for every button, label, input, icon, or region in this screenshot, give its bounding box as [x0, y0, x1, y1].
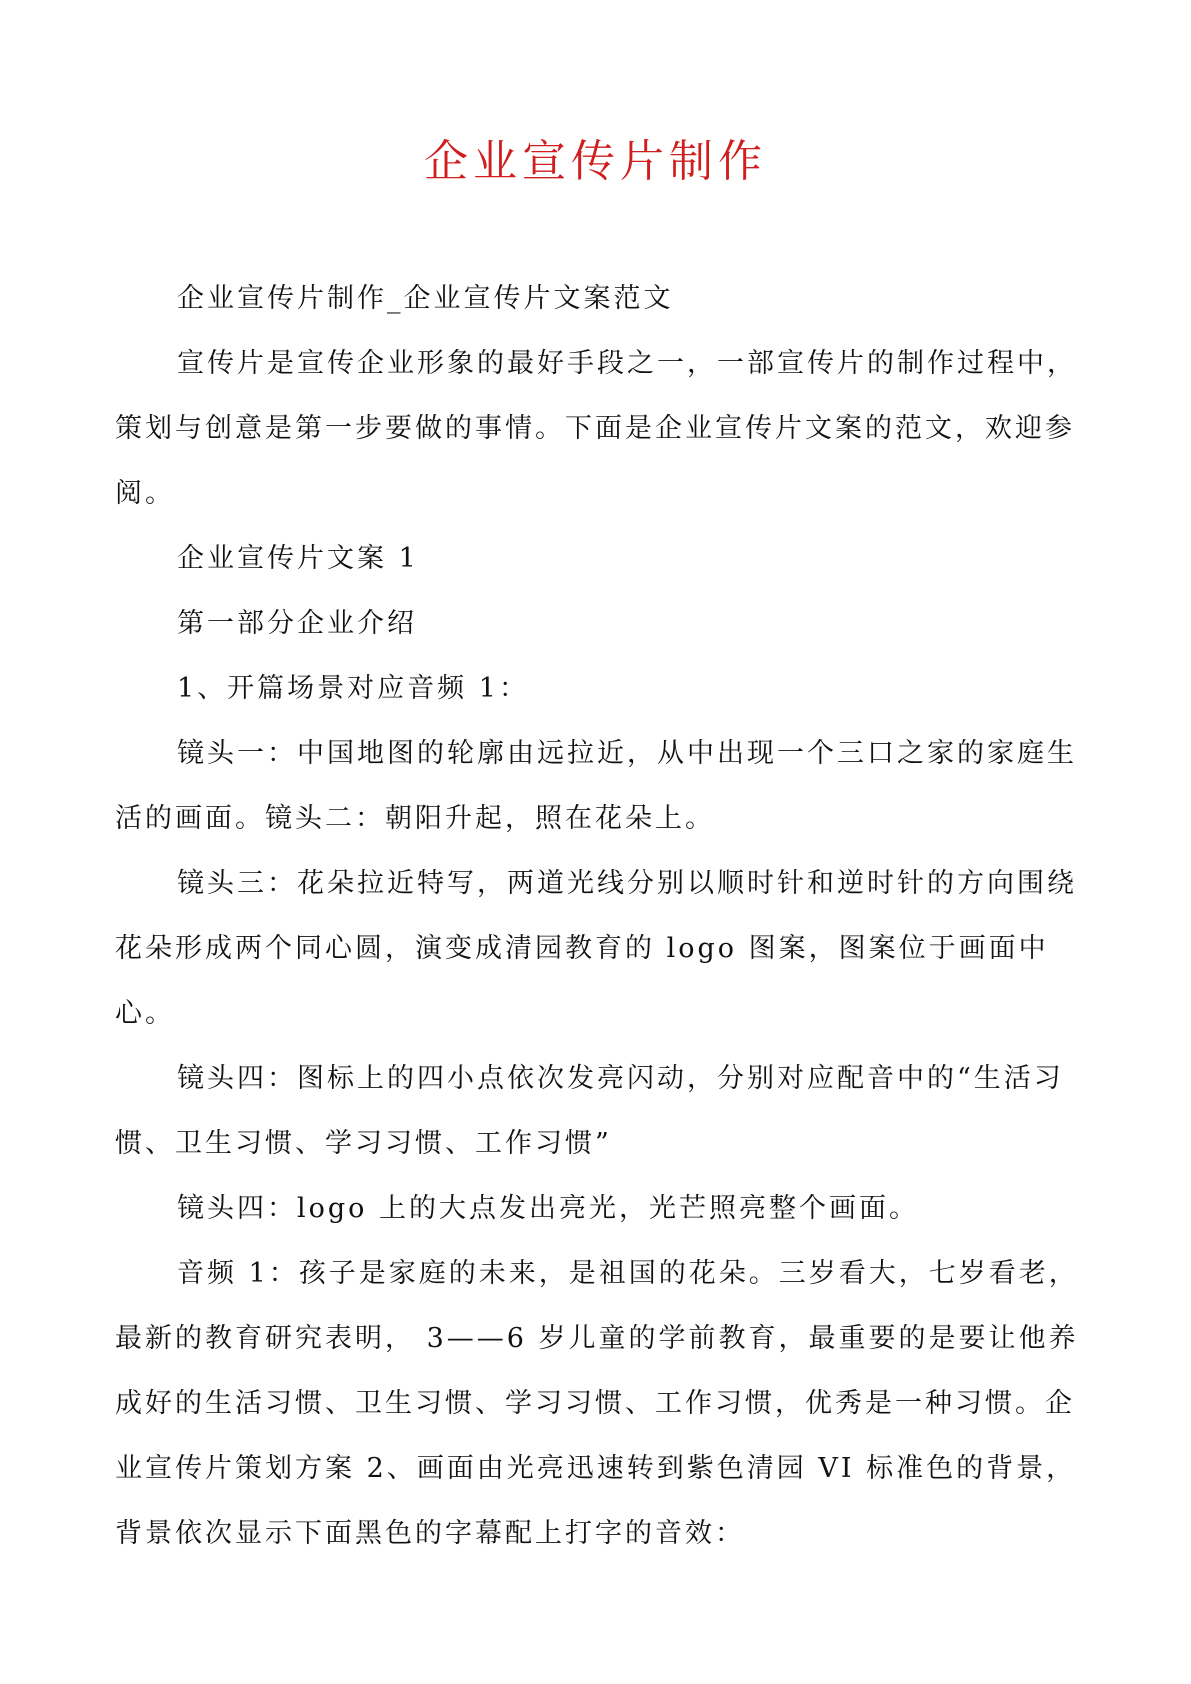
- paragraph-heading-copy-1: [115, 526, 1075, 591]
- paragraph-shot-4a: [115, 1046, 1075, 1176]
- paragraph-audio-1: [115, 1241, 1079, 1566]
- text-line: 企业宣传片制作_企业宣传片文案范文: [177, 283, 674, 314]
- text-line: 成好的生活习惯、卫生习惯、学习习惯、工作习惯，优秀是一种习惯。企: [115, 1388, 1075, 1419]
- text-line: 镜头四：图标上的四小点依次发亮闪动，分别对应配音中的“生活习: [177, 1063, 1064, 1094]
- paragraph-shot-3: [115, 851, 1075, 1046]
- text-line: 镜头一：中国地图的轮廓由远拉近，从中出现一个三口之家的家庭生: [177, 738, 1077, 769]
- paragraph-opening-scene: [115, 656, 1075, 721]
- text-line: 企业宣传片文案 1: [177, 543, 419, 574]
- document-title: 企业宣传片制作: [424, 136, 767, 187]
- text-line: 阅。: [115, 478, 175, 509]
- text-line: 心。: [115, 998, 175, 1029]
- text-line: 活的画面。镜头二：朝阳升起，照在花朵上。: [115, 803, 715, 834]
- paragraph-shot-4b: [115, 1176, 1075, 1241]
- text-line: 第一部分企业介绍: [177, 608, 417, 639]
- text-line: 背景依次显示下面黑色的字幕配上打字的音效：: [115, 1518, 745, 1549]
- text-line: 镜头四：logo 上的大点发出亮光，光芒照亮整个画面。: [177, 1193, 920, 1224]
- text-line: 业宣传片策划方案 2、画面由光亮迅速转到紫色清园 VI 标准色的背景，: [115, 1453, 1077, 1484]
- paragraph-heading-part-1: [115, 591, 1075, 656]
- text-line: 1、开篇场景对应音频 1：: [177, 673, 529, 704]
- paragraph-intro: [115, 331, 1075, 526]
- text-line: 花朵形成两个同心圆，演变成清园教育的 logo 图案，图案位于画面中: [115, 933, 1049, 964]
- document-body: [115, 266, 1079, 1566]
- text-line: 镜头三：花朵拉近特写，两道光线分别以顺时针和逆时针的方向围绕: [177, 868, 1077, 899]
- text-line: 惯、卫生习惯、学习习惯、工作习惯”: [115, 1128, 612, 1159]
- text-line: 宣传片是宣传企业形象的最好手段之一，一部宣传片的制作过程中，: [177, 348, 1077, 379]
- text-line: 最新的教育研究表明， 3——6 岁儿童的学前教育，最重要的是要让他养: [115, 1323, 1079, 1354]
- text-line: 音频 1：孩子是家庭的未来，是祖国的花朵。三岁看大，七岁看老，: [177, 1258, 1079, 1289]
- paragraph-shot-1: [115, 721, 1075, 851]
- text-line: 策划与创意是第一步要做的事情。下面是企业宣传片文案的范文，欢迎参: [115, 413, 1075, 444]
- paragraph-subtitle: [115, 266, 1075, 331]
